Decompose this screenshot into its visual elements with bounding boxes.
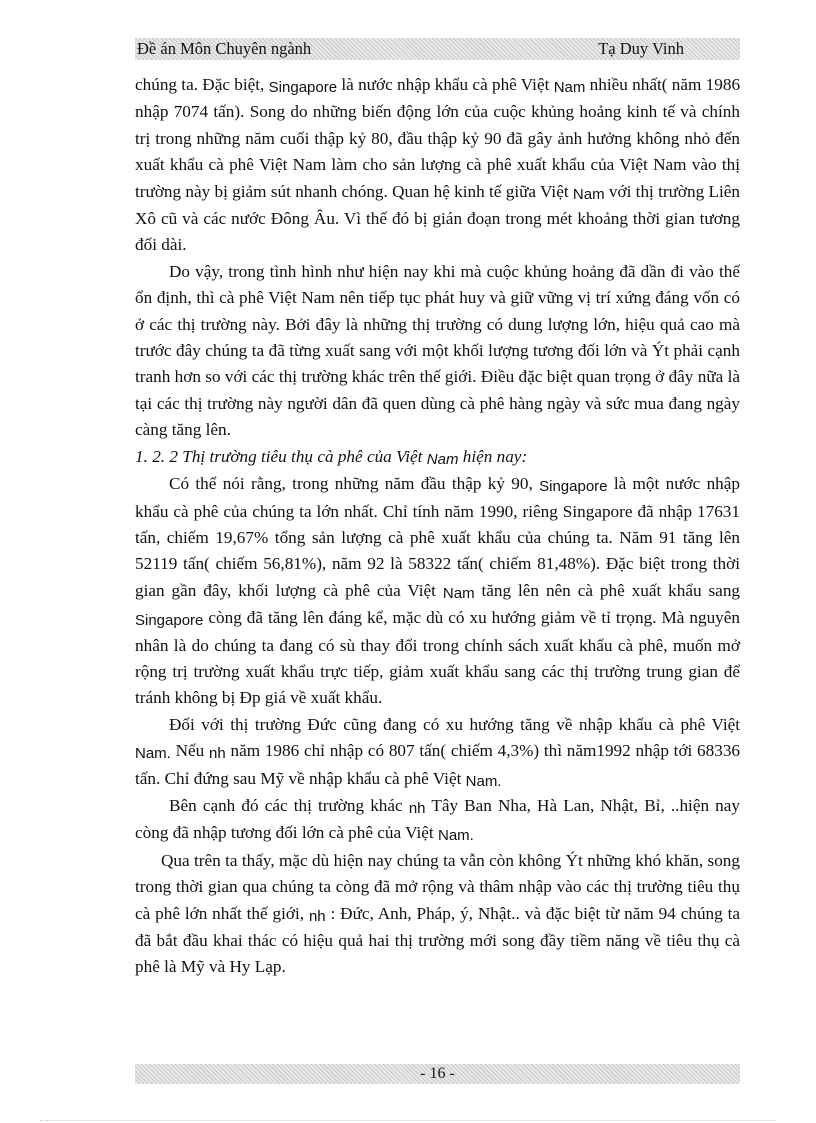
p1-text-c: là nước nhập khẩu cà phê Việt — [341, 75, 550, 94]
p1-singapore: Singapore — [268, 79, 338, 96]
page-bottom-divider — [40, 1120, 776, 1121]
document-body — [135, 72, 740, 981]
header-course-title: Đề án Môn Chuyên ngành — [137, 39, 312, 58]
p4-text-c: Nếu — [175, 741, 205, 761]
page-footer — [135, 1064, 740, 1084]
paragraph-5 — [135, 793, 740, 848]
p4-nam: Nam. — [135, 745, 171, 763]
p4-text-a: Đối với thị trường Đức cũng đang có xu hướng tăng về nhập khẩu cà phê Việt — [169, 714, 740, 734]
p1-text-g: với thị trường Liên Xô cũ và các nước Đông Âu. Vì thế đó bị gián đoạn trong mét khoảng thời gian tương đối dài. — [135, 181, 741, 255]
page-number: - 16 - — [420, 1065, 455, 1082]
paragraph-1 — [135, 72, 740, 259]
p3-nam: Nam — [442, 584, 475, 602]
p4-nh: nh — [209, 745, 226, 763]
p3-singapore-2: Singapore — [135, 612, 204, 630]
paragraph-3 — [135, 471, 740, 712]
paragraph-4 — [135, 712, 740, 793]
p3-text-g: còng đã tăng lên đáng kể, mặc dù có xu hướng giảm về tỉ trọng. Mà nguyên nhân là do chúng ta đang có sù thay đổi trong chính sách xuất khẩu cà phê, muốn mở rộng trị trường xuất khẩu trực tiếp, giảm xuất khẩu sang các thị trường trung gian để tránh không bị Ðp giá về xuất khẩu. — [135, 608, 740, 708]
p3-text-a: Có thể nói rằng, trong những năm đầu thập kỷ 90, — [169, 474, 533, 494]
p5-nam: Nam. — [437, 827, 474, 845]
p6-text-c: : Đức, Anh, Pháp, ý, Nhật.. và đặc biệt từ năm 94 chúng ta đã bắt đầu khai thác có hiệu quả hai thị trường mới song đầy tiềm năng về tiêu thụ cà phê là Mỹ và Hy Lạp. — [135, 903, 741, 977]
p6-nh: nh — [308, 907, 326, 925]
p6-text-a: Qua trên ta thấy, mặc dù hiện nay chúng ta vẫn còn không Ýt những khó khăn, song trong thời gian qua chúng ta còng đã mở rộng và thâm nhập vào các thị trường tiêu thụ cà phê lớn nhất thế giới, — [135, 850, 740, 923]
p1-nam: Nam — [553, 79, 586, 96]
p4-text-e: năm 1986 chỉ nhập có 807 tấn( chiếm 4,3%) thì năm1992 nhập tới 68336 tấn. Chỉ đứng sau Mỹ về nhập khẩu cà phê Việt — [135, 741, 741, 788]
heading-nam: Nam — [426, 450, 459, 468]
p5-text-c: Tây Ban Nha, Hà Lan, Nhật, Bỉ, ..hiện nay còng đã nhập tương đối lớn cà phê của Việt — [135, 795, 741, 843]
p1-text-a: chúng ta. Đặc biệt, — [135, 75, 265, 94]
p5-text-a: Bên cạnh đó các thị trường khác — [169, 795, 403, 815]
paragraph-2: Do vậy, trong tình hình như hiện nay khi mà cuộc khủng hoảng đã dần đi vào thế ổn định, thì cà phê Việt Nam nên tiếp tục phát huy và giữ vững vị trí xứng đáng vốn có ở các thị trường này. Bởi đây là những thị trường có dung lượng lớn, hiệu quả cao mà trước đây chúng ta đã từng xuất sang với một khối lượng tương đối lớn và Ýt phải cạnh tranh hơn so với các thị trường khác trên thế giới. Điều đặc biệt quan trọng ở đây nữa là tại các thị trường này người dân đã quen dùng cà phê hàng ngày và sức mua đang ngày càng tăng lên. — [135, 261, 740, 440]
p5-nh: nh — [408, 799, 426, 817]
paragraph-6 — [135, 848, 740, 981]
header-author-name: Tạ Duy Vinh — [598, 39, 684, 58]
p3-text-c: là một nước nhập khẩu cà phê của chúng ta lớn nhất. Chỉ tính năm 1990, riêng Singapore đã nhập 17631 tấn, chiếm 19,67% tổng sản lượng cà phê xuất khẩu của chúng ta. Năm 91 tăng lên 52119 tấn( chiếm 56,81%), năm 92 là 58322 tấn( chiếm 81,48%). Đặc biệt trong thời gian gần đây, khối lượng cà phê của Việt — [135, 474, 740, 600]
heading-text-c: hiện nay: — [462, 446, 528, 466]
p3-singapore: Singapore — [539, 478, 608, 496]
p3-text-e: tăng lên nên cà phê xuất khẩu sang — [481, 580, 741, 600]
heading-text-a: 1. 2. 2 Thị trường tiêu thụ cà phê của Việt — [135, 446, 423, 466]
p4-nam-2: Nam. — [465, 772, 502, 790]
p1-nam-2: Nam — [572, 185, 605, 203]
section-heading — [135, 444, 740, 471]
p1-text-e: nhiều nhất( năm 1986 nhập 7074 tấn). Song do những biến động lớn của cuộc khủng hoảng kinh tế và chính trị trong những năm cuối thập kỷ 80, đầu thập kỷ 90 đã gây ảnh hưởng không nhỏ đến xuất khẩu cà phê Việt Nam làm cho sản lượng cà phê xuất khẩu của Việt Nam vào thị trường này bị giảm sút nhanh chóng. Quan hệ kinh tế giữa Việt — [135, 75, 741, 201]
page-header — [135, 38, 740, 60]
